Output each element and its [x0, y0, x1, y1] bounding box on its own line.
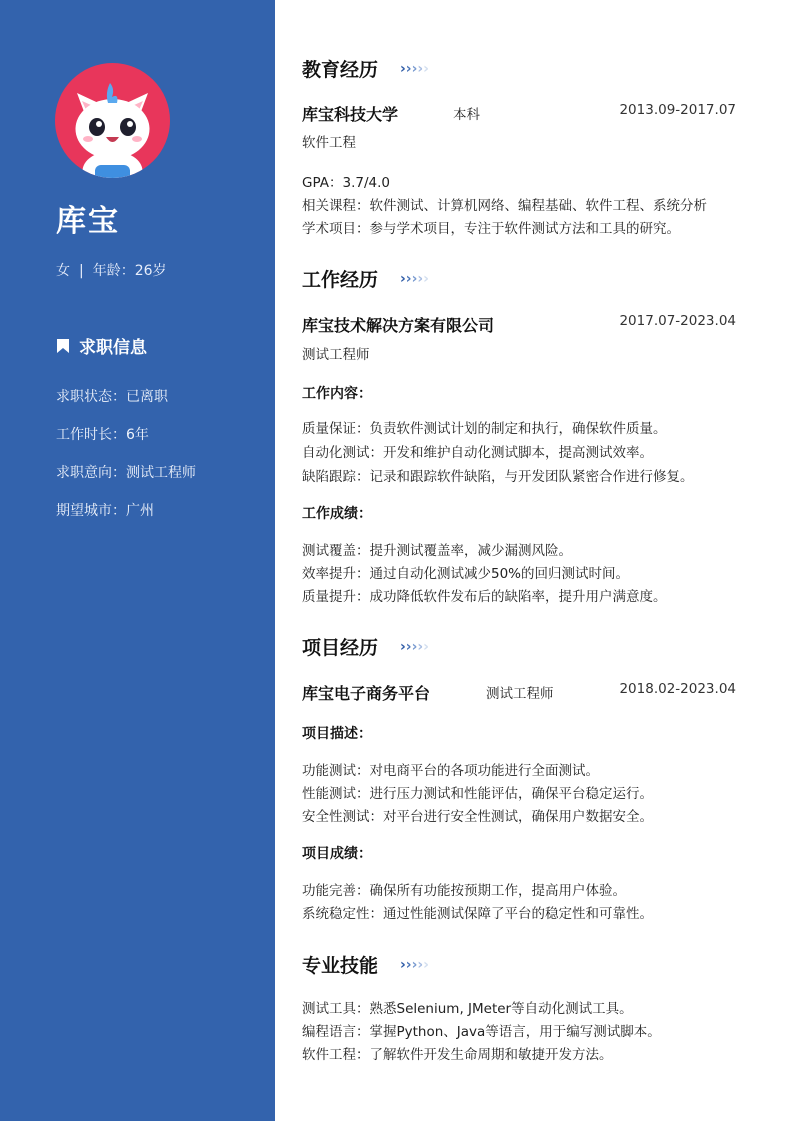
courses: 相关课程：软件测试、计算机网络、编程基础、软件工程、系统分析 [302, 198, 707, 214]
profile-name: 库宝 [56, 204, 120, 239]
chevrons-icon: › › › › › [400, 270, 428, 287]
work-result-item: 效率提升：通过自动化测试减少50%的回归测试时间。 [302, 566, 630, 582]
skill-item: 测试工具：熟悉Selenium, JMeter等自动化测试工具。 [302, 1001, 633, 1017]
divider: | [79, 263, 84, 279]
cat-mascot-icon [55, 63, 170, 178]
skills-heading [302, 951, 429, 978]
skill-item: 软件工程：了解软件开发生命周期和敏捷开发方法。 [302, 1047, 613, 1063]
chevrons-icon: › › › › › [400, 60, 428, 77]
education-period: 2013.09-2017.07 [619, 102, 736, 118]
work-title: 工作经历 [302, 269, 379, 291]
education-title: 教育经历 [302, 59, 379, 81]
project-title: 项目经历 [302, 637, 379, 659]
project-result-item: 功能完善：确保所有功能按预期工作，提高用户体验。 [302, 883, 626, 899]
project-desc-item: 性能测试：进行压力测试和性能评估，确保平台稳定运行。 [302, 786, 653, 802]
work-heading [302, 265, 429, 292]
work-result-item: 质量提升：成功降低软件发布后的缺陷率，提升用户满意度。 [302, 589, 667, 605]
education-heading [302, 55, 429, 82]
age: 年龄：26岁 [92, 263, 167, 279]
project-period: 2018.02-2023.04 [619, 681, 736, 697]
project-desc-item: 安全性测试：对平台进行安全性测试，确保用户数据安全。 [302, 809, 653, 825]
work-years: 工作时长：6年 [56, 427, 149, 443]
academic-project: 学术项目：参与学术项目，专注于软件测试方法和工具的研究。 [302, 221, 680, 237]
chevrons-icon: › › › › › [400, 638, 428, 655]
skill-item: 编程语言：掌握Python、Java等语言，用于编写测试脚本。 [302, 1024, 661, 1040]
gender: 女 [56, 263, 70, 279]
project-name: 库宝电子商务平台 [302, 684, 431, 703]
work-result-item: 测试覆盖：提升测试覆盖率，减少漏测风险。 [302, 543, 572, 559]
company-name: 库宝技术解决方案有限公司 [302, 316, 495, 335]
work-period: 2017.07-2023.04 [619, 313, 736, 329]
school-name: 库宝科技大学 [302, 105, 399, 124]
work-role: 测试工程师 [302, 347, 370, 363]
avatar [55, 63, 170, 178]
chevrons-icon: › › › › › [400, 956, 428, 973]
work-content-item: 自动化测试：开发和维护自动化测试脚本，提高测试效率。 [302, 445, 653, 461]
basic-info [56, 260, 167, 280]
work-content-title: 工作内容： [302, 386, 372, 402]
sidebar [0, 0, 275, 1121]
expected-city: 期望城市：广州 [56, 503, 154, 519]
work-header-row [302, 313, 736, 333]
job-info-heading [56, 333, 147, 358]
work-results-title: 工作成绩： [302, 506, 372, 522]
major: 软件工程 [302, 135, 356, 151]
project-heading [302, 633, 429, 660]
degree: 本科 [453, 107, 480, 123]
project-desc-title: 项目描述： [302, 726, 372, 742]
project-result-item: 系统稳定性：通过性能测试保障了平台的稳定性和可靠性。 [302, 906, 653, 922]
work-content-item: 质量保证：负责软件测试计划的制定和执行，确保软件质量。 [302, 421, 667, 437]
gpa: GPA：3.7/4.0 [302, 175, 390, 191]
education-header-row [302, 102, 736, 122]
work-content-item: 缺陷跟踪：记录和跟踪软件缺陷，与开发团队紧密合作进行修复。 [302, 469, 694, 485]
bookmark-icon [56, 338, 70, 354]
skills-title: 专业技能 [302, 955, 379, 977]
project-role: 测试工程师 [486, 686, 554, 702]
job-status: 求职状态：已离职 [56, 389, 168, 405]
project-results-title: 项目成绩： [302, 846, 372, 862]
project-desc-item: 功能测试：对电商平台的各项功能进行全面测试。 [302, 763, 599, 779]
job-intention: 求职意向：测试工程师 [56, 465, 196, 481]
project-header-row [302, 681, 736, 701]
job-info-title: 求职信息 [79, 338, 147, 358]
